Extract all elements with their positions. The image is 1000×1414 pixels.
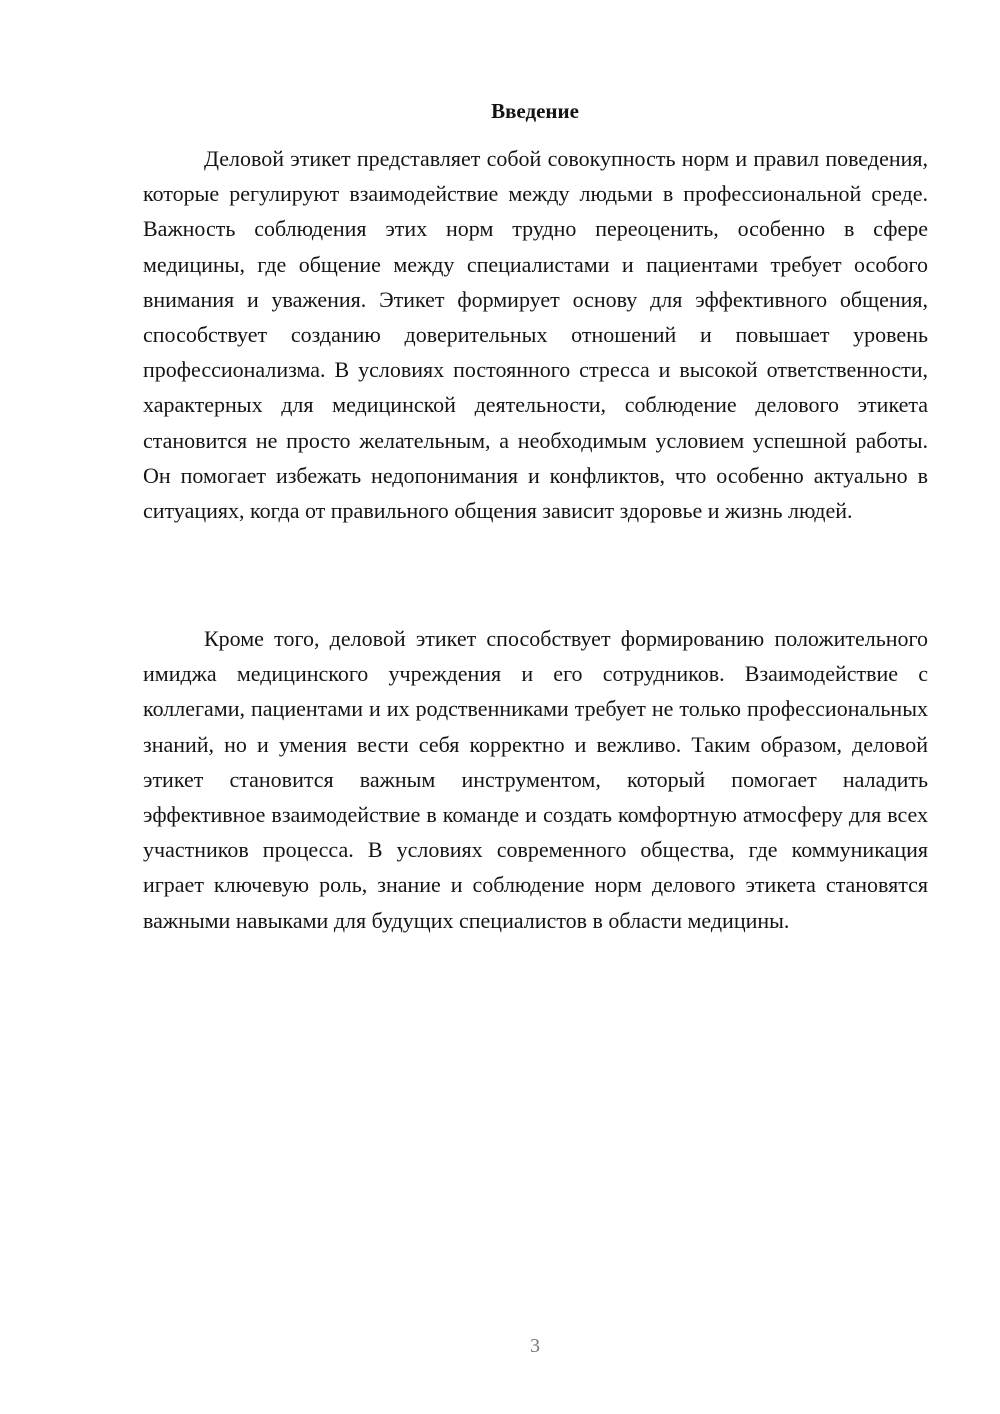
section-title: Введение — [491, 99, 579, 123]
page-number: 3 — [530, 1335, 540, 1357]
paragraph-2: Кроме того, деловой этикет способствует формированию положительного имиджа медицинского учреждения и его сотрудников. Взаимодействие с коллегами, пациентами и их родственниками требует не только профессиональных знаний, но и умения вести себя корректно и вежливо. Таким образом, деловой этикет становится важным инструментом, который помогает наладить эффективное взаимодействие в команде и создать комфортную атмосферу для всех участников процесса. В условиях современного общества, где коммуникация играет ключевую роль, знание и соблюдение норм делового этикета становятся важными навыками для будущих специалистов в области медицины. — [143, 626, 928, 933]
paragraph-1: Деловой этикет представляет собой совокупность норм и правил поведения, которые регулируют взаимодействие между людьми в профессиональной среде. Важность соблюдения этих норм трудно переоценить, особенно в сфере медицины, где общение между специалистами и пациентами требует особого внимания и уважения. Этикет формирует основу для эффективного общения, способствует созданию доверительных отношений и повышает уровень профессионализма. В условиях постоянного стресса и высокой ответственности, характерных для медицинской деятельности, соблюдение делового этикета становится не просто желательным, а необходимым условием успешной работы. Он помогает избежать недопонимания и конфликтов, что особенно актуально в ситуациях, когда от правильного общения зависит здоровье и жизнь людей. — [143, 146, 928, 524]
